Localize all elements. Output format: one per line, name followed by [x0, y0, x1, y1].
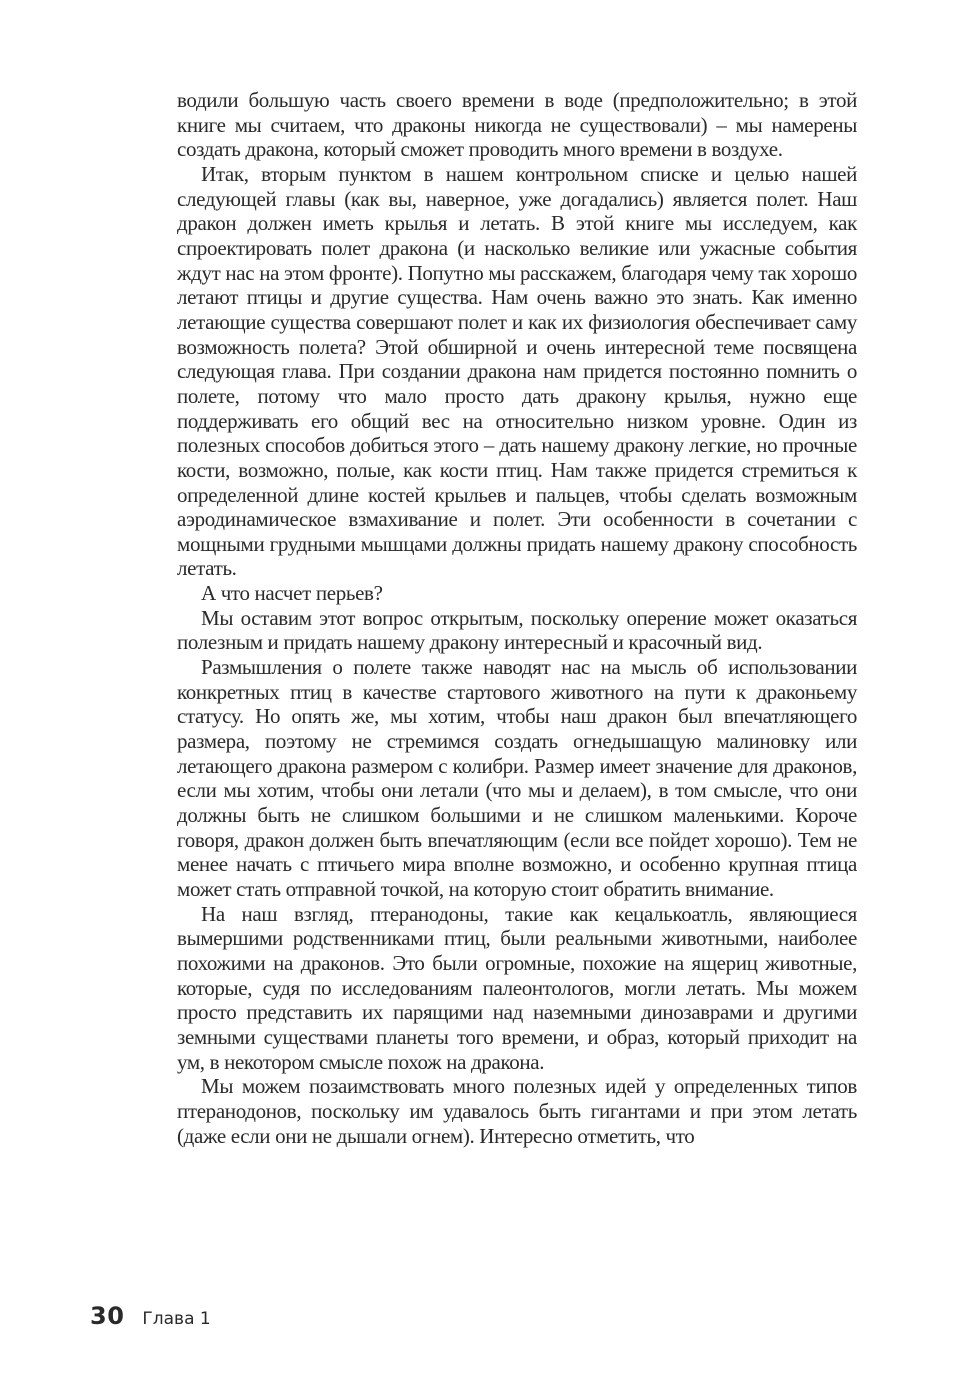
paragraph: Мы оставим этот вопрос открытым, поскольку оперение может оказаться полезным и придать нашему дракону интересный и красочный вид.: [177, 605, 857, 655]
paragraph: Итак, вторым пунктом в нашем контрольном списке и целью нашей следующей главы (как вы, наверное, уже догадались) является полет. Наш дракон должен иметь крылья и летать. В этой книге мы исследуем, как спроектировать полет дракона (и насколько великие или ужасные события ждут нас на этом фронте). Попутно мы расскажем, благодаря чему так хорошо летают птицы и другие существа. Нам очень важно это знать. Как именно летающие существа совершают полет и как их физиология обеспечивает саму возможность полета? Этой обширной и очень интересной теме посвящена следующая глава. При создании дракона нам придется постоянно помнить о полете, потому что мало просто дать дракону крылья, нужно еще поддерживать его общий вес на относительно низком уровне. Один из полезных способов добиться этого – дать нашему дракону легкие, но прочные кости, возможно, полые, как кости птиц. Нам также придется стремиться к определенной длине костей крыльев и пальцев, чтобы сделать возможным аэродинамическое взмахивание и полет. Эти особенности в сочетании с мощными грудными мышцами должны придать нашему дракону способность летать.: [177, 161, 857, 581]
paragraph: А что насчет перьев?: [201, 581, 383, 606]
paragraph: Мы можем позаимствовать много полезных идей у определенных типов птеранодонов, поскольку им удавалось быть гигантами и при этом летать (даже если они не дышали огнем). Интересно отметить, что: [177, 1074, 857, 1148]
paragraph: Размышления о полете также наводят нас на мысль об использовании конкретных птиц в качестве стартового животного на пути к драконьему статусу. Но опять же, мы хотим, чтобы наш дракон был впечатляющего размера, поэтому не стремимся создать огнедышащую малиновку или летающего дракона размером с колибри. Размер имеет значение для драконов, если мы хотим, чтобы они летали (что мы и делаем), в том смысле, что они должны быть не слишком большими и не слишком маленькими. Короче говоря, дракон должен быть впечатляющим (если все пойдет хорошо). Тем не менее начать с птичьего мира вполне возможно, и особенно крупная птица может стать отправной точкой, на которую стоит обратить внимание.: [177, 655, 857, 901]
page-body-text: [177, 88, 857, 1148]
paragraph: На наш взгляд, птеранодоны, такие как кецалькоатль, являющиеся вымершими родственниками птиц, были реальными животными, наиболее похожими на драконов. Это были огромные, похожие на ящериц животные, которые, судя по исследованиям палеонтологов, могли летать. Мы можем просто представить их парящими над наземными динозаврами и другими земными существами планеты того времени, и образ, который приходит на ум, в некотором смысле похож на дракона.: [177, 901, 857, 1074]
page-footer: [90, 1302, 211, 1330]
page-number: 30: [90, 1302, 125, 1330]
paragraph-continued: водили большую часть своего времени в воде (предположительно; в этой книге мы считаем, что драконы никогда не существовали) – мы намерены создать дракона, который сможет проводить много времени в воздухе.: [177, 88, 857, 162]
chapter-label: Глава 1: [142, 1309, 211, 1329]
